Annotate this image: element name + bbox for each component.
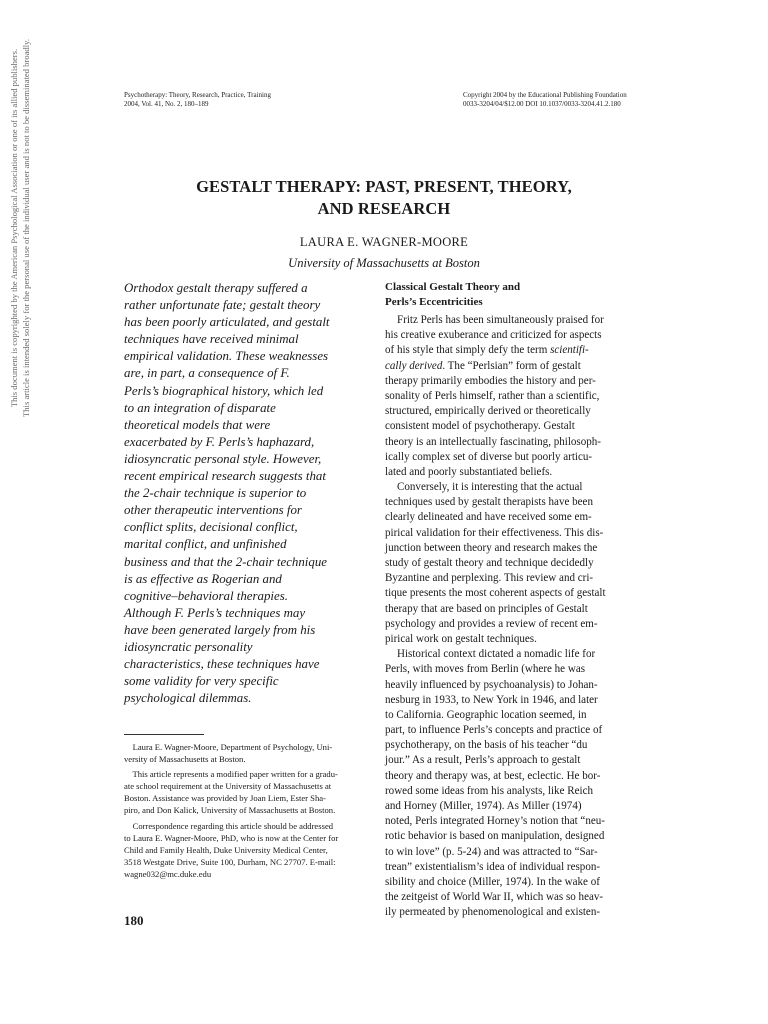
body-line <box>385 662 643 677</box>
body-line-text: noted, Perls integrated Horney’s notion that “neu- <box>385 815 605 828</box>
body-line-text: the zeitgeist of World War II, which was so heav- <box>385 891 604 904</box>
body-line <box>385 860 643 875</box>
body-line-text: . The “Perlsian” form of gestalt <box>442 359 581 372</box>
footnote-paragraph <box>124 820 374 880</box>
body-line <box>385 845 643 860</box>
abstract-line: psychological dilemmas. <box>124 691 252 706</box>
body-line <box>385 693 643 708</box>
body-line <box>385 799 643 814</box>
body-line-text: to win love” (p. 5-24) and was attracted to “Sar- <box>385 845 598 858</box>
body-line-text: Perls, with moves from Berlin (where he was <box>385 663 586 676</box>
body-line-emphasis: scientifi- <box>550 344 589 357</box>
body-line-text: therapy that are based on principles of Gestalt <box>385 602 588 615</box>
body-line <box>385 829 643 844</box>
abstract-line: characteristics, these techniques have <box>124 657 320 672</box>
abstract-line: cognitive–behavioral therapies. <box>124 588 288 603</box>
body-line <box>385 556 643 571</box>
copyright-notice <box>463 91 627 108</box>
body-line-text: rotic behavior is based on manipulation, designed <box>385 830 605 843</box>
abstract-line: idiosyncratic personality <box>124 639 253 654</box>
body-line-emphasis: cally derived <box>385 359 443 372</box>
body-line-text: Byzantine and perplexing. This review and cri- <box>385 572 594 585</box>
footnote-line: Laura E. Wagner-Moore, Department of Psychology, Uni- <box>124 742 333 752</box>
body-line <box>385 875 643 890</box>
body-line-text: pirical work on gestalt techniques. <box>385 632 537 645</box>
abstract <box>124 280 374 707</box>
page-number: 180 <box>124 913 144 928</box>
body-text <box>385 313 643 921</box>
journal-name: Psychotherapy: Theory, Research, Practice, Training <box>124 91 271 99</box>
body-line <box>385 389 643 404</box>
body-line <box>385 586 643 601</box>
abstract-line: is as effective as Rogerian and <box>124 571 282 586</box>
body-line-text: therapy primarily embodies the history and per- <box>385 374 596 387</box>
body-line <box>385 510 643 525</box>
abstract-line: Perls’s biographical history, which led <box>124 383 324 398</box>
body-line <box>385 374 643 389</box>
body-line <box>385 678 643 693</box>
body-line <box>385 571 643 586</box>
body-line <box>385 784 643 799</box>
body-line-text: psychology and provides a review of recent em- <box>385 617 598 630</box>
abstract-line: marital conflict, and unfinished <box>124 537 287 552</box>
body-line <box>385 738 643 753</box>
footnote-line: wagne032@mc.duke.edu <box>124 868 212 879</box>
body-line <box>385 404 643 419</box>
footnote-line: Child and Family Health, Duke University Medical Center, <box>124 844 328 855</box>
body-line-text: clearly delineated and have received some em- <box>385 511 592 524</box>
body-line-text: rowed some ideas from his analysts, like Reich <box>385 784 594 797</box>
footnote-line: Correspondence regarding this article should be addressed <box>124 820 334 831</box>
body-line-text: trean” existentialism’s idea of individual respon- <box>385 860 601 873</box>
body-line-text: theory and therapy was, at best, eclectic. He bor- <box>385 769 601 782</box>
body-line-text: tique presents the most coherent aspects of gestalt <box>385 587 606 600</box>
title-line: AND RESEARCH <box>317 199 451 218</box>
abstract-line: the 2-chair technique is superior to <box>124 486 307 501</box>
body-line <box>385 359 643 374</box>
body-line-text: psychotherapy, on the basis of his teacher “du <box>385 739 588 752</box>
body-line-text: Historical context dictated a nomadic life for <box>397 648 596 661</box>
abstract-line: Orthodox gestalt therapy suffered a <box>124 281 308 295</box>
body-line <box>385 814 643 829</box>
body-line <box>385 480 643 495</box>
abstract-line: idiosyncratic personal style. However, <box>124 451 322 466</box>
abstract-line: have been generated largely from his <box>124 622 316 637</box>
journal-volume: 2004, Vol. 41, No. 2, 180–189 <box>124 99 209 108</box>
body-line <box>385 541 643 556</box>
body-line <box>385 419 643 434</box>
body-line <box>385 905 643 920</box>
body-line <box>385 632 643 647</box>
body-line <box>385 435 643 450</box>
abstract-line: exacerbated by F. Perls’s haphazard, <box>124 434 315 449</box>
body-line <box>385 602 643 617</box>
abstract-line: theoretical models that were <box>124 417 271 432</box>
footnote-paragraph <box>124 741 374 765</box>
body-line-text: jour.” As a result, Perls’s approach to gestalt <box>385 754 581 767</box>
abstract-line: some validity for very specific <box>124 674 279 689</box>
body-line-text: his creative exuberance and criticized for aspects <box>385 329 602 342</box>
body-line <box>385 708 643 723</box>
body-line <box>385 328 643 343</box>
doi-line: 0033-3204/04/$12.00 DOI 10.1037/0033-3204.41.2.180 <box>463 99 621 108</box>
body-line <box>385 617 643 632</box>
body-line <box>385 723 643 738</box>
abstract-line: techniques have received minimal <box>124 332 299 347</box>
abstract-line: empirical validation. These weaknesses <box>124 349 329 364</box>
section-heading-line: Perls’s Eccentricities <box>385 296 483 308</box>
body-line <box>385 647 643 662</box>
side-notice-line: This article is intended solely for the personal use of the individual user and is not to be disseminated broadly. <box>21 39 31 417</box>
title-line: GESTALT THERAPY: PAST, PRESENT, THEORY, <box>196 177 572 196</box>
abstract-line: has been poorly articulated, and gestalt <box>124 315 330 330</box>
body-line-text: of his style that simply defy the term <box>385 344 551 357</box>
body-line-text: ically complex set of diverse but poorly articu- <box>385 450 593 463</box>
footnote-line: piro, and Don Kalick, University of Massachusetts at Boston. <box>124 805 336 816</box>
footnotes <box>124 741 374 883</box>
body-line-text: techniques used by gestalt therapists have been <box>385 496 593 509</box>
body-line-text: and Horney (Miller, 1974). As Miller (1974) <box>385 800 582 812</box>
abstract-line: rather unfortunate fate; gestalt theory <box>124 298 321 313</box>
author-name: LAURA E. WAGNER-MOORE <box>299 235 469 249</box>
body-line-text: Conversely, it is interesting that the actual <box>397 481 583 494</box>
abstract-line: Although F. Perls’s techniques may <box>124 605 306 620</box>
footnote-paragraph <box>124 768 374 816</box>
section-heading <box>385 280 645 310</box>
body-line-text: ily permeated by phenomenological and existen- <box>385 906 601 919</box>
body-line-text: pirical validation for their effectiveness. This dis- <box>385 526 604 539</box>
abstract-line: business and that the 2-chair technique <box>124 554 327 569</box>
body-line-text: to California. Geographic location seemed, in <box>385 708 587 721</box>
body-line-text: junction between theory and research makes the <box>385 541 598 554</box>
abstract-line: recent empirical research suggests that <box>124 469 326 484</box>
author-affiliation: University of Massachusetts at Boston <box>288 256 480 270</box>
article-title <box>124 176 644 220</box>
footnote-line: Boston. Assistance was provided by Joan Liem, Ester Sha- <box>124 793 326 804</box>
body-line <box>385 343 643 358</box>
journal-citation <box>124 91 271 108</box>
body-line-text: theory is an intellectually fascinating, philosoph- <box>385 435 601 448</box>
abstract-line: are, in part, a consequence of F. <box>124 366 290 381</box>
body-line-text: lated and poorly substantiated beliefs. <box>385 465 553 478</box>
body-line-text: Fritz Perls has been simultaneously praised for <box>397 314 604 326</box>
copyright-line: Copyright 2004 by the Educational Publishing Foundation <box>463 91 627 99</box>
body-line <box>385 753 643 768</box>
abstract-line: other therapeutic interventions for <box>124 503 302 518</box>
copyright-side-notice <box>8 0 48 740</box>
section-heading-line: Classical Gestalt Theory and <box>385 281 521 293</box>
body-line <box>385 450 643 465</box>
body-line <box>385 890 643 905</box>
footnote-line: to Laura E. Wagner-Moore, PhD, who is now at the Center for <box>124 832 339 843</box>
body-line-text: consistent model of psychotherapy. Gestalt <box>385 420 575 433</box>
body-line-text: sibility and choice (Miller, 1974). In the wake of <box>385 875 600 888</box>
body-line <box>385 769 643 784</box>
body-line <box>385 313 643 328</box>
body-line-text: part, to influence Perls’s concepts and practice of <box>385 724 603 737</box>
body-line-text: study of gestalt theory and technique decidedly <box>385 557 594 569</box>
abstract-line: to an integration of disparate <box>124 400 276 415</box>
body-line-text: sonality of Perls himself, rather than a scientific, <box>385 389 600 402</box>
body-line <box>385 526 643 541</box>
side-notice-line: This document is copyrighted by the American Psychological Association or one of its allied publishers. <box>9 48 19 408</box>
footnote-line: This article represents a modified paper written for a gradu- <box>124 769 338 780</box>
body-line-text: heavily influenced by psychoanalysis) to Johan- <box>385 678 598 691</box>
body-line <box>385 465 643 480</box>
body-line-text: nesburg in 1933, to New York in 1946, and later <box>385 693 598 706</box>
footnote-line: versity of Massachusetts at Boston. <box>124 754 246 765</box>
body-line <box>385 495 643 510</box>
body-line-text: structured, empirically derived or theoretically <box>385 405 591 418</box>
footnote-divider <box>124 734 204 735</box>
abstract-line: conflict splits, decisional conflict, <box>124 520 298 535</box>
footnote-line: 3518 Westgate Drive, Suite 100, Durham, NC 27707. E-mail: <box>124 856 336 867</box>
footnote-line: ate school requirement at the University of Massachusetts at <box>124 781 332 792</box>
